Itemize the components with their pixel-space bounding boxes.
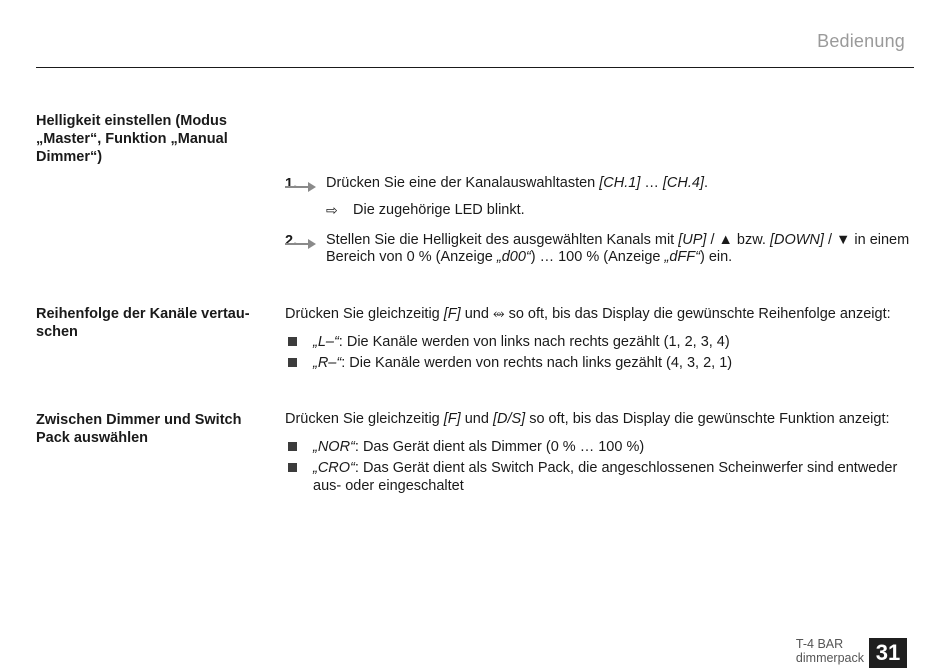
dimmer-switch-intro: Drücken Sie gleichzeitig [F] und [D/S] so oft, bis das Display die gewünschte Funktion anzeigt: (285, 411, 890, 427)
step-number: 2. (285, 233, 298, 249)
step-arrow-icon (285, 238, 318, 250)
result-arrow-icon: ⇨ (326, 202, 338, 218)
page-header-title: Bedienung (817, 31, 905, 51)
page-number: 31 (869, 638, 907, 668)
bullet-icon (288, 358, 297, 367)
section-heading-brightness: Helligkeit einstellen (Modus „Master“, Funktion „Manual Dimmer“) (36, 113, 228, 165)
header-divider (36, 67, 914, 68)
section-heading-dimmer-switch: Zwischen Dimmer und Switch Pack auswählen (36, 412, 242, 446)
bullet-icon (288, 463, 297, 472)
bullet-icon (288, 337, 297, 346)
footer-product-line1: T-4 BAR (795, 637, 844, 651)
section-heading-channel-order: Reihenfolge der Kanäle vertauschen (36, 306, 250, 340)
list-item: „NOR“: Das Gerät dient als Dimmer (0 % … 100 %) (313, 439, 645, 455)
step-2-text-line1: Stellen Sie die Helligkeit des ausgewählten Kanals mit [UP] / ▲ bzw. [DOWN] / ▼ in einem (326, 232, 910, 248)
step-number: 1. (285, 176, 298, 192)
list-item: „L–“: Die Kanäle werden von links nach rechts gezählt (1, 2, 3, 4) (313, 334, 730, 350)
bullet-icon (288, 442, 297, 451)
channel-order-intro: Drücken Sie gleichzeitig [F] und ⥈ so oft, bis das Display die gewünschte Reihenfolge anzeigt: (285, 306, 891, 322)
step-1-text: Drücken Sie eine der Kanalauswahltasten [CH.1] … [CH.4]. (326, 175, 709, 191)
step-2-text-line2: Bereich von 0 % (Anzeige „d00“) … 100 % (Anzeige „dFF“) ein. (326, 249, 733, 265)
list-item: „CRO“: Das Gerät dient als Switch Pack, die angeschlossenen Scheinwerfer sind entweder aus- oder eingeschaltet (313, 460, 898, 494)
footer-product-name (796, 637, 864, 665)
list-item: „R–“: Die Kanäle werden von rechts nach links gezählt (4, 3, 2, 1) (313, 355, 733, 371)
footer-product-line2: dimmerpack (795, 651, 864, 665)
step-arrow-icon (285, 181, 318, 193)
step-1-result: Die zugehörige LED blinkt. (353, 202, 525, 218)
